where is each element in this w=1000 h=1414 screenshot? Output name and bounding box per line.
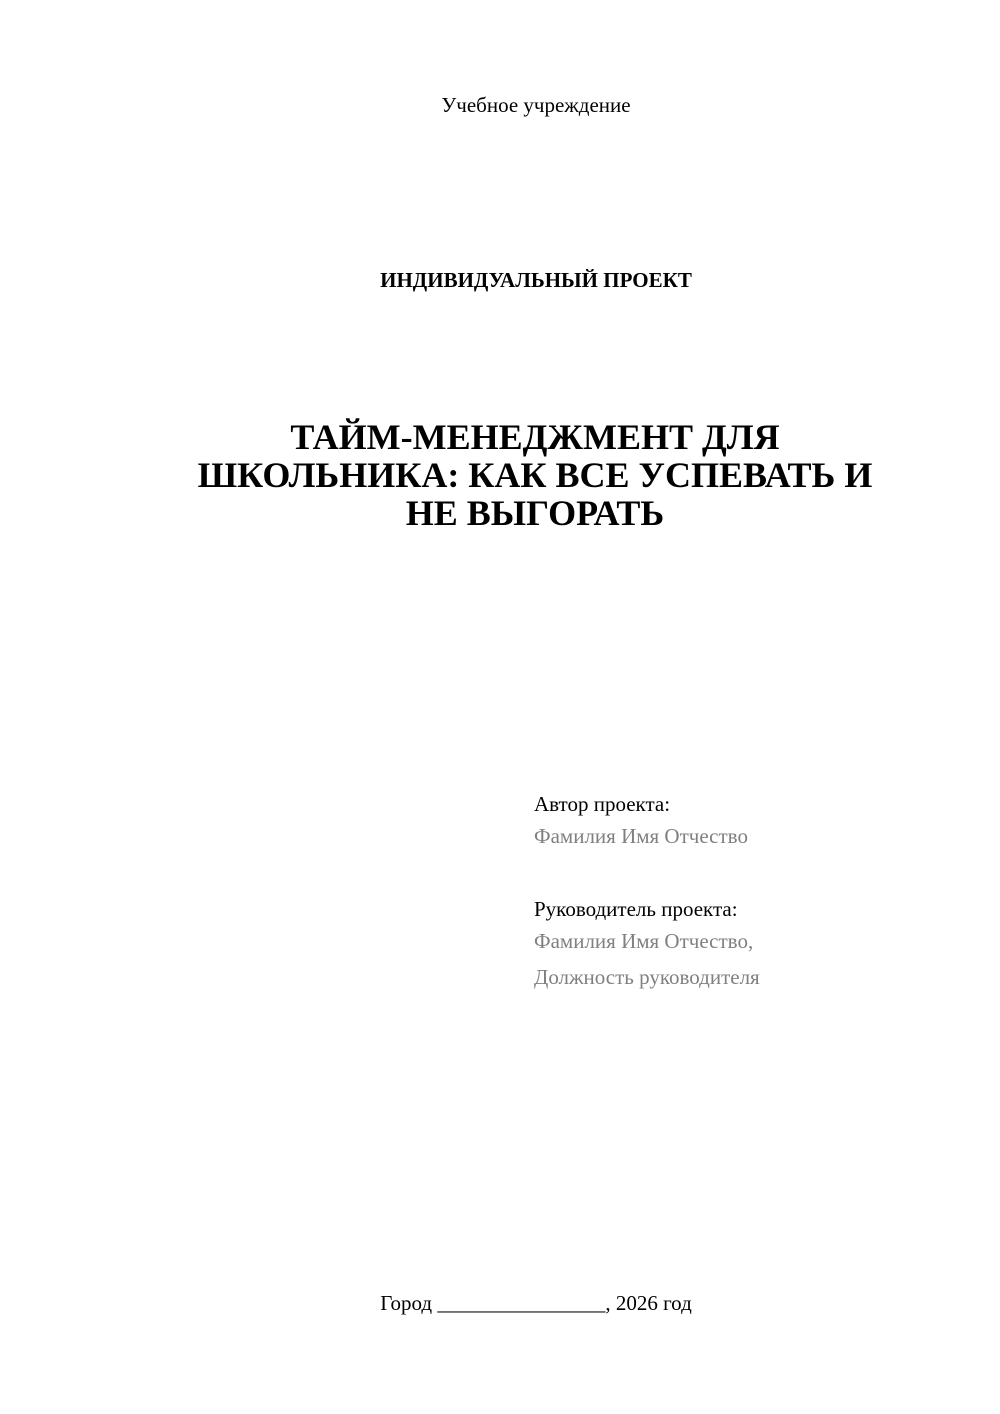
institution-name: Учебное учреждение [441, 93, 631, 117]
project-title [170, 418, 900, 532]
city-year-line: Город ________________, 2026 год [380, 1291, 692, 1315]
project-title-line-1: ТАЙМ-МЕНЕДЖМЕНТ ДЛЯ [290, 417, 780, 457]
supervisor-name: Фамилия Имя Отчество, [534, 929, 754, 953]
supervisor-label: Руководитель проекта: [534, 897, 738, 921]
document-type: ИНДИВИДУАЛЬНЫЙ ПРОЕКТ [380, 268, 692, 292]
project-title-line-2: ШКОЛЬНИКА: КАК ВСЕ УСПЕВАТЬ И [197, 455, 873, 495]
supervisor-block [534, 895, 974, 995]
author-label: Автор проекта: [534, 792, 671, 816]
supervisor-position: Должность руководителя [534, 965, 760, 989]
author-block [534, 790, 974, 854]
author-name: Фамилия Имя Отчество [534, 824, 748, 848]
project-title-line-3: НЕ ВЫГОРАТЬ [405, 493, 665, 533]
